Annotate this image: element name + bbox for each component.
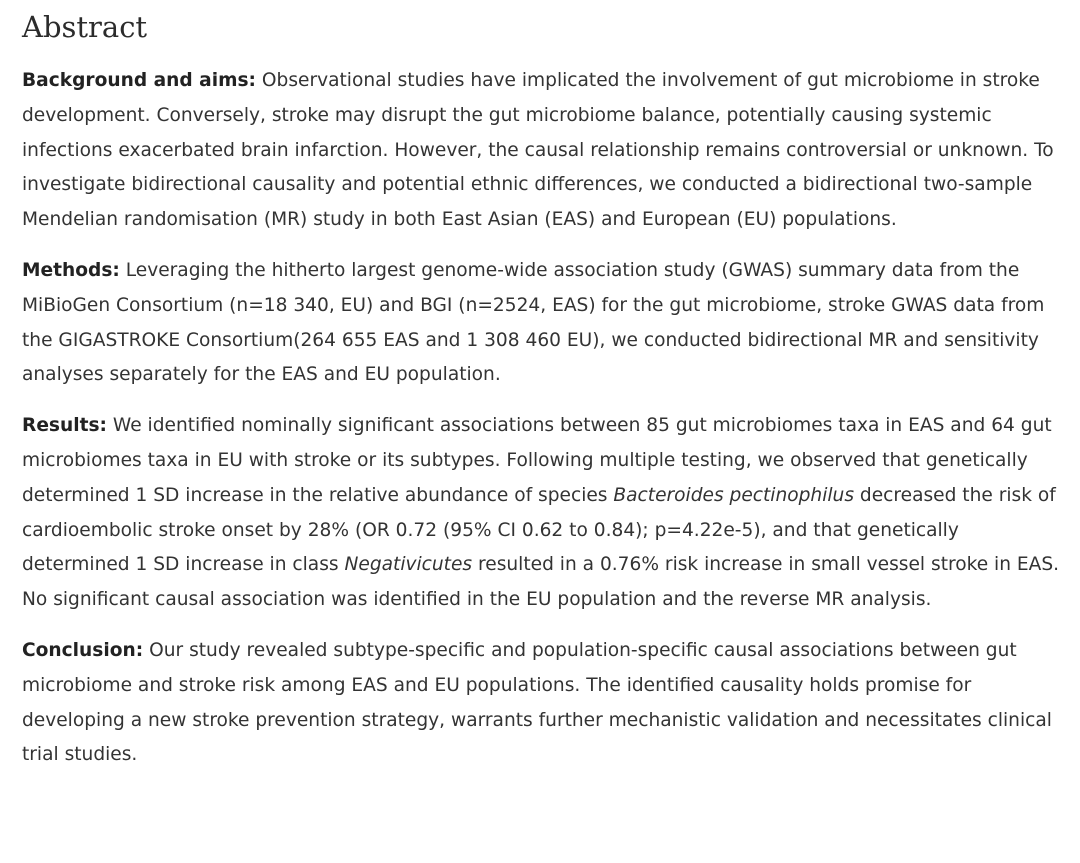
methods-label: Methods:: [22, 259, 120, 281]
results-text-2: decreased the risk of cardioembolic stroke onset by 28% (OR 0.72 (95% CI 0.62 to 0.84); p=4.22e-5), and that genetically determined 1 SD increase in class: [22, 484, 1056, 576]
conclusion-section: [22, 634, 1066, 773]
methods-text: Leveraging the hitherto largest genome-wide association study (GWAS) summary data from the MiBioGen Consortium (n=18 340, EU) and BGI (n=2524, EAS) for the gut microbiome, stroke GWAS data from the GIGASTROKE Consortium(264 655 EAS and 1 308 460 EU), we conducted bidirectional MR and sensitivity analyses separately for the EAS and EU population.: [22, 259, 1045, 386]
background-text: Observational studies have implicated the involvement of gut microbiome in stroke development. Conversely, stroke may disrupt the gut microbiome balance, potentially causing systemic infections exacerbated brain infarction. However, the causal relationship remains controversial or unknown. To investigate bidirectional causality and potential ethnic differences, we conducted a bidirectional two-sample Mendelian randomisation (MR) study in both East Asian (EAS) and European (EU) populations.: [22, 70, 1054, 231]
results-label: Results:: [22, 415, 107, 437]
class-name: Negativicutes: [344, 554, 473, 576]
methods-section: [22, 254, 1066, 393]
abstract-heading: Abstract: [22, 10, 148, 44]
species-name: Bacteroides pectinophilus: [613, 484, 855, 506]
conclusion-text: Our study revealed subtype-specific and population-specific causal associations between gut microbiome and stroke risk among EAS and EU populations. The identified causality holds promise for developing a new stroke prevention strategy, warrants further mechanistic validation and necessitates clinical trial studies.: [22, 639, 1052, 766]
conclusion-label: Conclusion:: [22, 639, 144, 661]
results-text-3: resulted in a 0.76% risk increase in small vessel stroke in EAS. No significant causal association was identified in the EU population and the reverse MR analysis.: [22, 554, 1060, 611]
background-label: Background and aims:: [22, 70, 256, 91]
results-section: [22, 409, 1066, 618]
background-section: [22, 64, 1066, 238]
results-text-1: We identified nominally significant associations between 85 gut microbiomes taxa in EAS and 64 gut microbiomes taxa in EU with stroke or its subtypes. Following multiple testing, we observed that genetically determined 1 SD increase in the relative abundance of species: [22, 415, 1052, 506]
